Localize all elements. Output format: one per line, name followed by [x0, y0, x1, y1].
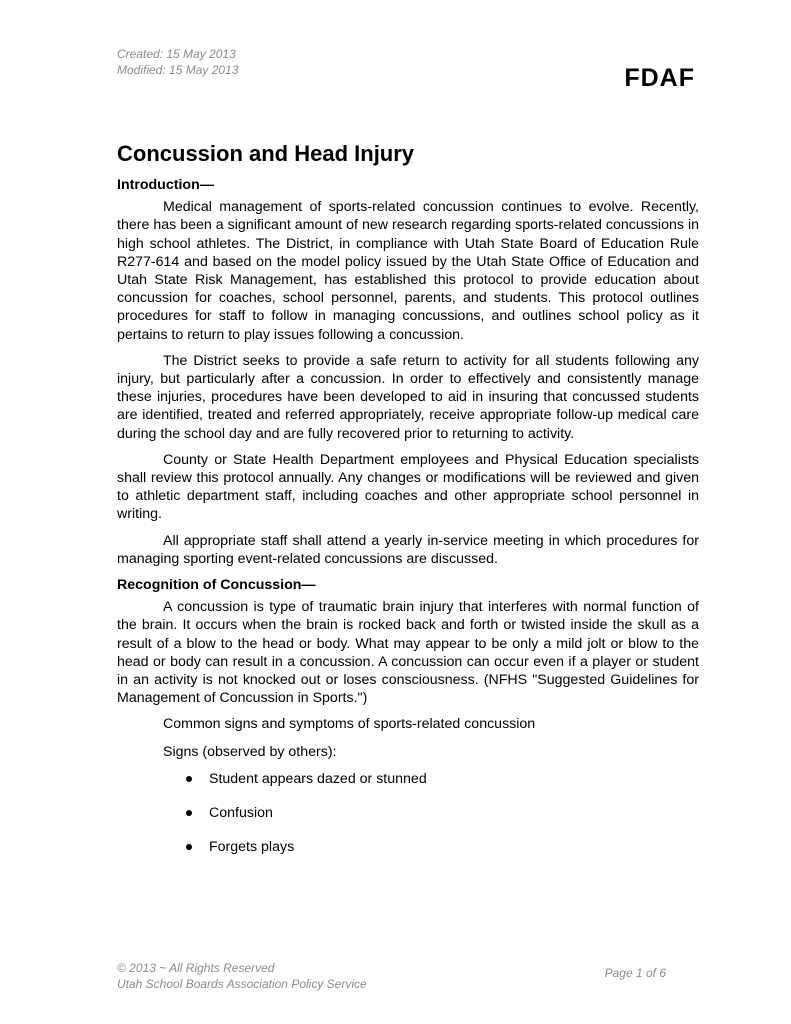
common-signs-line: Common signs and symptoms of sports-related concussion	[163, 716, 536, 733]
page-number: Page 1 of 6	[604, 966, 666, 980]
section-heading-introduction: Introduction—	[117, 177, 214, 193]
intro-paragraph-4: All appropriate staff shall attend a yearly in-service meeting in which procedures for managing sporting event-related concussions are discussed.	[117, 532, 699, 567]
signs-label: Signs (observed by others):	[163, 743, 337, 760]
intro-paragraph-3: County or State Health Department employees and Physical Education specialists shall review this protocol annually. Any changes or modifications will be reviewed and given to athletic department staff, including coaches and other appropriate school personnel in writing.	[117, 451, 699, 523]
bullet-icon	[186, 776, 192, 782]
document-body	[117, 176, 699, 872]
publisher-text: Utah School Boards Association Policy Service	[117, 977, 367, 991]
bullet-icon	[186, 810, 192, 816]
list-item	[117, 838, 699, 856]
page-title: Concussion and Head Injury	[117, 141, 415, 166]
document-dates	[117, 46, 238, 78]
section-heading-recognition: Recognition of Concussion—	[117, 577, 316, 594]
list-item	[117, 770, 699, 788]
list-item-text: Confusion	[209, 804, 273, 821]
list-item	[117, 804, 699, 822]
intro-paragraph-1: Medical management of sports-related concussion continues to evolve. Recently, there has been a significant amount of new research regarding sports-related concussions in high school athletes. The District, in compliance with Utah State Board of Education Rule R277-614 and based on the model policy issued by the Utah State Office of Education and Utah State Risk Management, has established this protocol to provide education about concussion for coaches, school personnel, parents, and students. This protocol outlines procedures for staff to follow in managing concussions, and outlines school policy as it pertains to return to play issues following a concussion.	[117, 199, 699, 343]
copyright-text: © 2013 ~ All Rights Reserved	[117, 961, 275, 975]
signs-list	[117, 770, 699, 856]
bullet-icon	[186, 844, 192, 850]
modified-date: Modified: 15 May 2013	[117, 63, 239, 77]
created-date: Created: 15 May 2013	[117, 47, 236, 61]
list-item-text: Student appears dazed or stunned	[209, 770, 427, 787]
list-item-text: Forgets plays	[209, 838, 295, 855]
footer-publisher-block	[117, 960, 367, 992]
policy-code: FDAF	[624, 64, 695, 92]
recognition-paragraph: A concussion is type of traumatic brain injury that interferes with normal function of the brain. It occurs when the brain is rocked back and forth or twisted inside the skull as a result of a blow to the head or body. What may appear to be only a mild jolt or blow to the head or body can result in a concussion. A concussion can occur even if a player or student in an activity is not knocked out or loses consciousness. (NFHS "Suggested Guidelines for Management of Concussion in Sports.")	[117, 599, 699, 707]
intro-paragraph-2: The District seeks to provide a safe return to activity for all students following any injury, but particularly after a concussion. In order to effectively and consistently manage these injuries, procedures have been developed to aid in insuring that concussed students are identified, treated and referred appropriately, receive appropriate follow-up medical care during the school day and are fully recovered prior to returning to activity.	[117, 352, 699, 442]
